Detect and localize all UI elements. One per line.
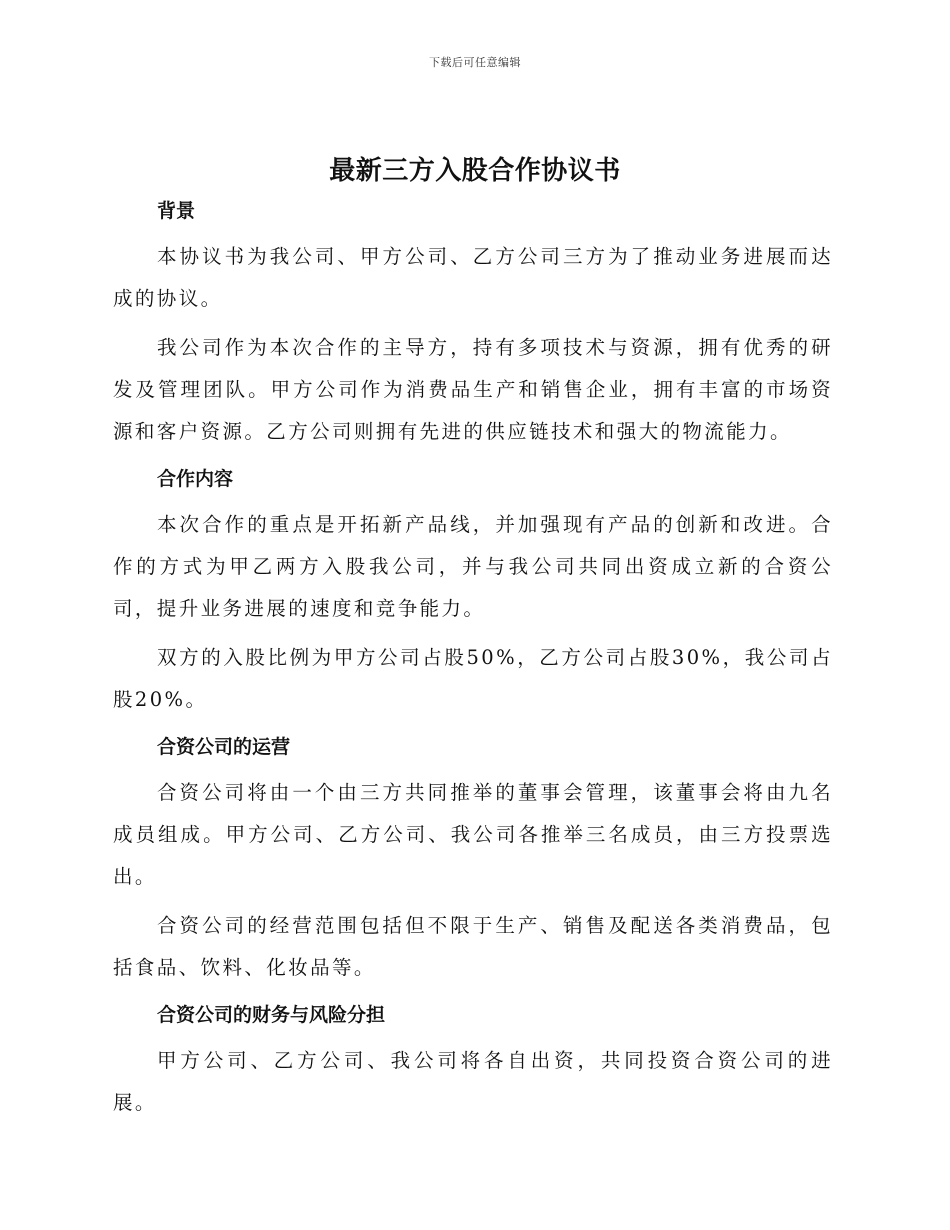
section-jv-operation xyxy=(113,728,833,989)
document-body xyxy=(113,192,833,1131)
section-background xyxy=(113,192,833,453)
document-title: 最新三方入股合作协议书 xyxy=(329,156,621,186)
paragraph: 合资公司的经营范围包括但不限于生产、销售及配送各类消费品，包括食品、饮料、化妆品等。 xyxy=(113,914,833,979)
paragraph: 合资公司将由一个由三方共同推举的董事会管理，该董事会将由九名成员组成。甲方公司、乙方公司、我公司各推举三名成员，由三方投票选出。 xyxy=(113,781,833,888)
paragraph: 双方的入股比例为甲方公司占股50%，乙方公司占股30%，我公司占股20%。 xyxy=(113,646,833,711)
paragraph: 我公司作为本次合作的主导方，持有多项技术与资源，拥有优秀的研发及管理团队。甲方公司作为消费品生产和销售企业，拥有丰富的市场资源和客户资源。乙方公司则拥有先进的供应链技术和强大的物流能力。 xyxy=(113,336,833,443)
section-heading: 合资公司的运营 xyxy=(157,736,291,758)
section-heading: 合作内容 xyxy=(157,468,234,490)
section-heading: 合资公司的财务与风险分担 xyxy=(157,1004,386,1026)
paragraph: 甲方公司、乙方公司、我公司将各自出资，共同投资合资公司的进展。 xyxy=(113,1049,833,1114)
section-jv-finance-risk xyxy=(113,996,833,1124)
section-heading: 背景 xyxy=(157,200,196,222)
paragraph: 本次合作的重点是开拓新产品线，并加强现有产品的创新和改进。合作的方式为甲乙两方入股我公司，并与我公司共同出资成立新的合资公司，提升业务进展的速度和竞争能力。 xyxy=(113,513,833,620)
section-cooperation-content xyxy=(113,460,833,721)
paragraph: 本协议书为我公司、甲方公司、乙方公司三方为了推动业务进展而达成的协议。 xyxy=(113,245,833,310)
page-header-note: 下载后可任意编辑 xyxy=(429,56,521,69)
